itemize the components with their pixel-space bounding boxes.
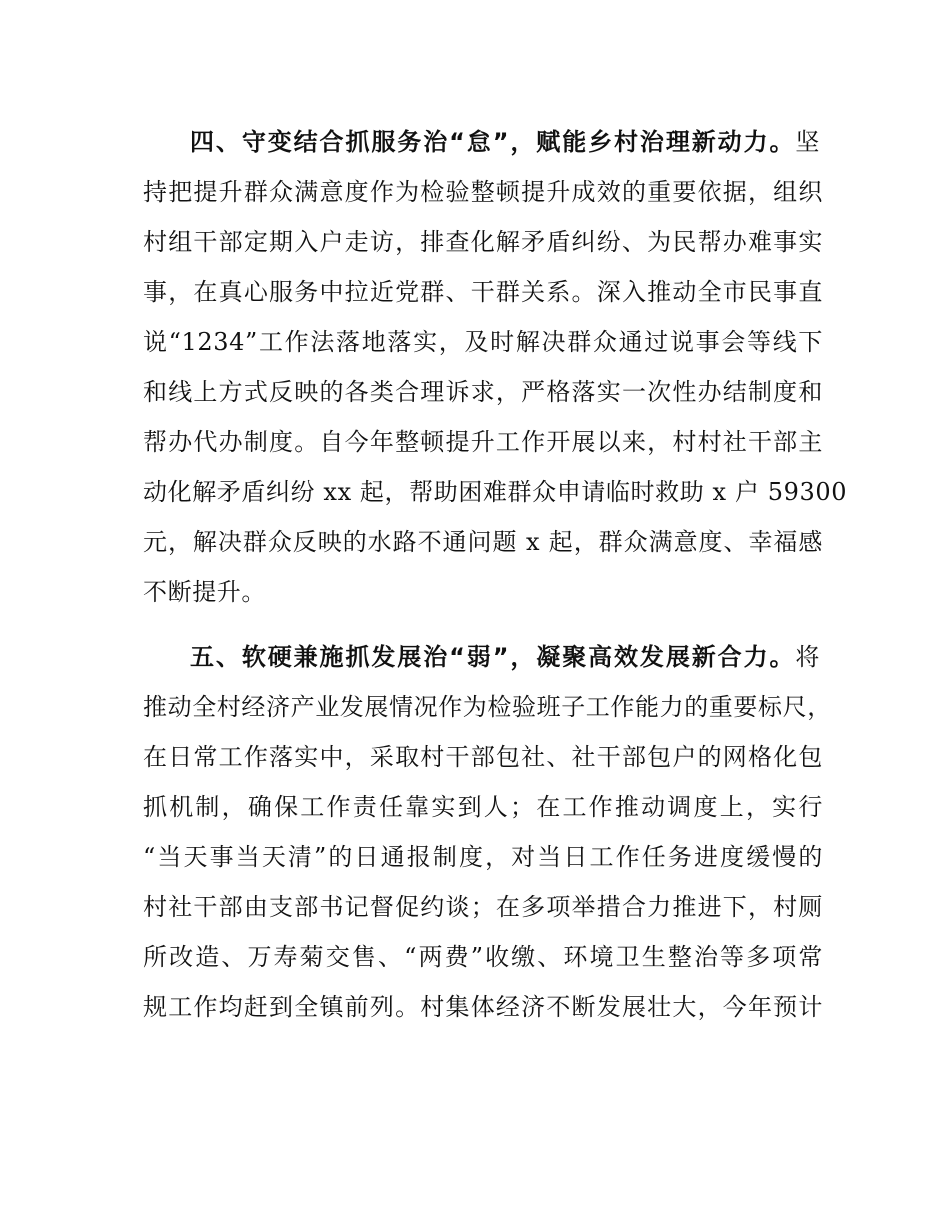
paragraph-4-line-7: 帮办代办制度。自今年整顿提升工作开展以来，村村社干部主: [143, 428, 823, 456]
paragraph-5-line-4: 抓机制，确保工作责任靠实到人；在工作推动调度上，实行: [143, 793, 823, 821]
paragraph-4-line-6: 和线上方式反映的各类合理诉求，严格落实一次性办结制度和: [143, 378, 823, 406]
paragraph-4-heading: 四、守变结合抓服务治“怠”，赋能乡村治理新动力。: [190, 128, 796, 156]
paragraph-4-line-4: 事，在真心服务中拉近党群、干群关系。深入推动全市民事直: [143, 278, 823, 306]
paragraph-5-line-3: 在日常工作落实中，采取村干部包社、社干部包户的网格化包: [143, 743, 823, 771]
paragraph-4-line-5: 说“1234”工作法落地落实，及时解决群众通过说事会等线下: [143, 328, 823, 356]
paragraph-5-line-6: 村社干部由支部书记督促约谈；在多项举措合力推进下，村厕: [143, 893, 823, 921]
paragraph-5-heading: 五、软硬兼施抓发展治“弱”，凝聚高效发展新合力。: [190, 643, 796, 671]
paragraph-4-line-9: 元，解决群众反映的水路不通问题 x 起，群众满意度、幸福感: [143, 528, 823, 556]
paragraph-4-line-1: [190, 125, 820, 159]
paragraph-5-line-1: [190, 640, 820, 674]
paragraph-4-line-2: 持把提升群众满意度作为检验整顿提升成效的重要依据，组织: [143, 178, 823, 206]
paragraph-4-line-3: 村组干部定期入户走访，排查化解矛盾纠纷、为民帮办难事实: [143, 228, 823, 256]
paragraph-5-line-2: 推动全村经济产业发展情况作为检验班子工作能力的重要标尺，: [143, 693, 832, 721]
paragraph-5-text: 将: [795, 643, 820, 671]
paragraph-5-line-5: “当天事当天清”的日通报制度，对当日工作任务进度缓慢的: [143, 843, 823, 871]
paragraph-4-text: 坚: [795, 128, 820, 156]
paragraph-4-line-10: 不断提升。: [143, 578, 266, 606]
paragraph-5-line-8: 规工作均赶到全镇前列。村集体经济不断发展壮大，今年预计: [143, 993, 823, 1021]
paragraph-5-line-7: 所改造、万寿菊交售、“两费”收缴、环境卫生整治等多项常: [143, 943, 823, 971]
paragraph-4-line-8: 动化解矛盾纠纷 xx 起，帮助困难群众申请临时救助 x 户 59300: [143, 478, 848, 506]
